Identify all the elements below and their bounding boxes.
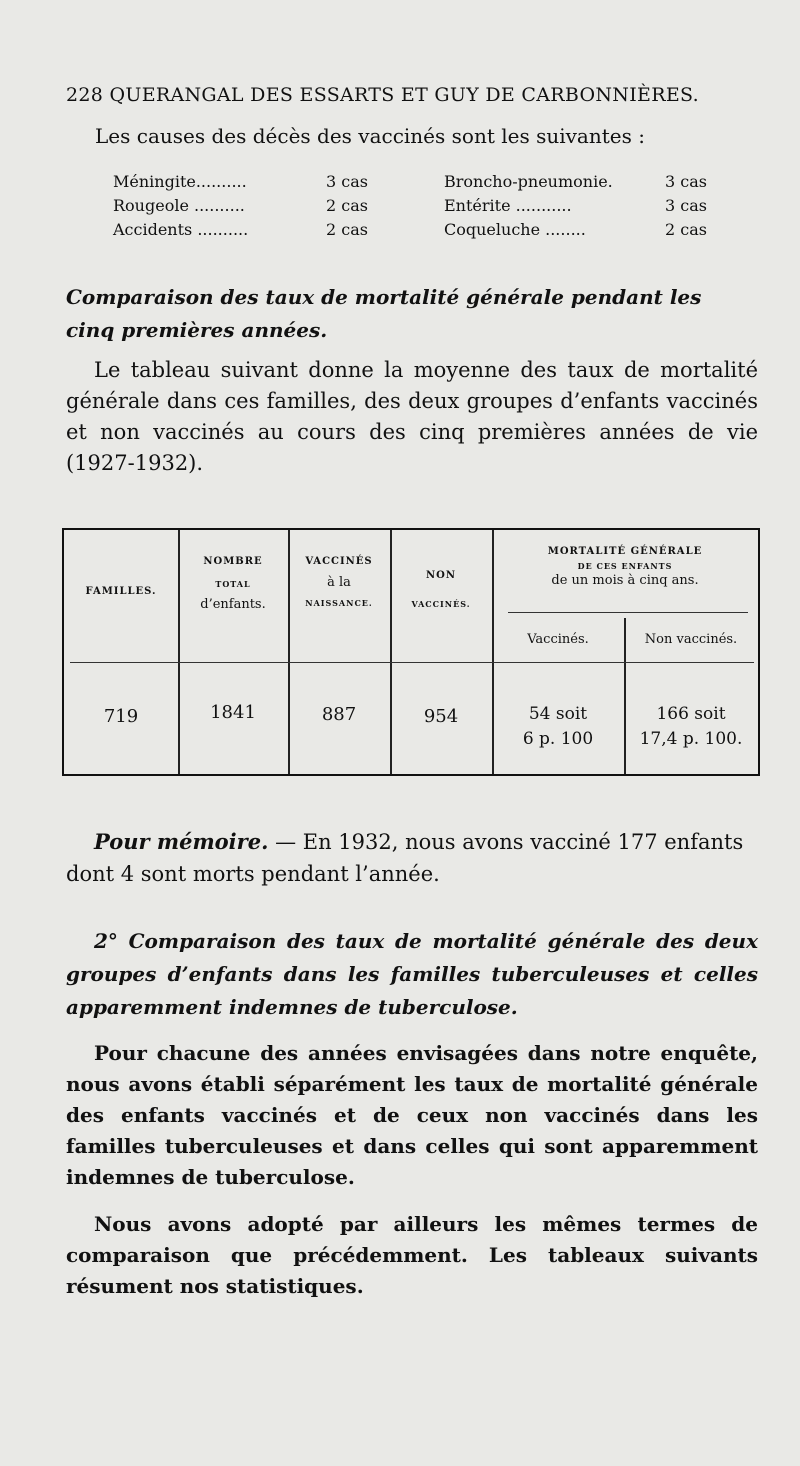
cause-count: 3 cas [665,172,707,191]
paragraph-text: Nous avons adopté par ailleurs les mêmes termes de comparaison que précédemment. Les tableaux suivants résument nos statistiques. [66,1212,758,1298]
cause-name: Rougeole .......... [113,196,245,215]
paragraph [66,1038,758,1193]
memo-label: Pour mémoire. [94,829,269,854]
causes-list-right [444,170,707,242]
header-nombre: NOMBRE TOTAL d’enfants. [200,556,266,612]
header-non-vaccines: NON VACCINÉS. [411,570,471,609]
paragraph-text: Le tableau suivant donne la moyenne des taux de mortalité générale dans ces familles, des deux groupes d’enfants vaccinés et non vaccinés au cours des cinq premières années de vie (1927-1932). [66,358,758,475]
cause-row [444,194,707,218]
page-number: 228 [66,84,104,106]
cause-count: 3 cas [326,172,368,191]
memo-paragraph [66,826,758,890]
cause-count: 3 cas [665,196,707,215]
running-title: QUERANGAL DES ESSARTS ET GUY DE CARBONNIÈRES. [109,84,699,106]
causes-intro: Les causes des décès des vaccinés sont les suivantes : [95,124,645,148]
running-header [66,84,699,106]
table-rule [508,612,748,613]
mortality-table [62,528,760,776]
cause-count: 2 cas [326,220,368,239]
paragraph [66,1209,758,1302]
cell-mort-vaccines: 54 soit 6 p. 100 [522,704,594,749]
table-rule [70,662,754,663]
section-title [66,925,758,1024]
memo-text: — En 1932, nous avons vacciné 177 enfants dont 4 sont morts pendant l’année. [66,830,744,886]
cause-name: Entérite ........... [444,196,572,215]
cause-name: Méningite.......... [113,172,247,191]
cause-row [113,194,368,218]
cause-count: 2 cas [665,220,707,239]
cell-non-vaccines: 954 [423,706,459,727]
cell-nombre-total: 1841 [210,702,256,723]
cause-name: Coqueluche ........ [444,220,586,239]
cause-row [444,170,707,194]
section-title-text: 2° Comparaison des taux de mortalité générale des deux groupes d’enfants dans les familles tuberculeuses et celles apparemment indemnes de tuberculose. [66,929,758,1019]
cause-count: 2 cas [326,196,368,215]
header-vaccines-naissance: VACCINÉS à la NAISSANCE. [305,556,373,608]
section-title: Comparaison des taux de mortalité générale pendant les cinq premières années. [66,285,702,342]
table-divider [390,530,392,774]
paragraph-text: Pour chacune des années envisagées dans notre enquête, nous avons établi séparément les taux de mortalité générale des enfants vaccinés et de ceux non vaccinés dans les familles tuberculeuses et dans celles qui sont apparemment indemnes de tuberculose. [66,1041,758,1189]
cell-vaccines-naissance: 887 [321,704,357,725]
header-mortalite: MORTALITÉ GÉNÉRALE DE CES ENFANTS de un mois à cinq ans. [547,546,703,588]
cause-name: Broncho-pneumonie. [444,172,613,191]
header-familles: FAMILLES. [85,586,157,597]
causes-list-left [113,170,368,242]
header-sub-vaccines: Vaccinés. [527,632,589,647]
cell-mort-non-vaccines: 166 soit 17,4 p. 100. [639,704,743,749]
cause-row [113,170,368,194]
paragraph [66,355,758,479]
cause-name: Accidents .......... [113,220,249,239]
cell-familles: 719 [103,706,139,727]
header-sub-non-vaccines: Non vaccinés. [644,632,738,647]
cause-row [444,218,707,242]
cause-row [113,218,368,242]
